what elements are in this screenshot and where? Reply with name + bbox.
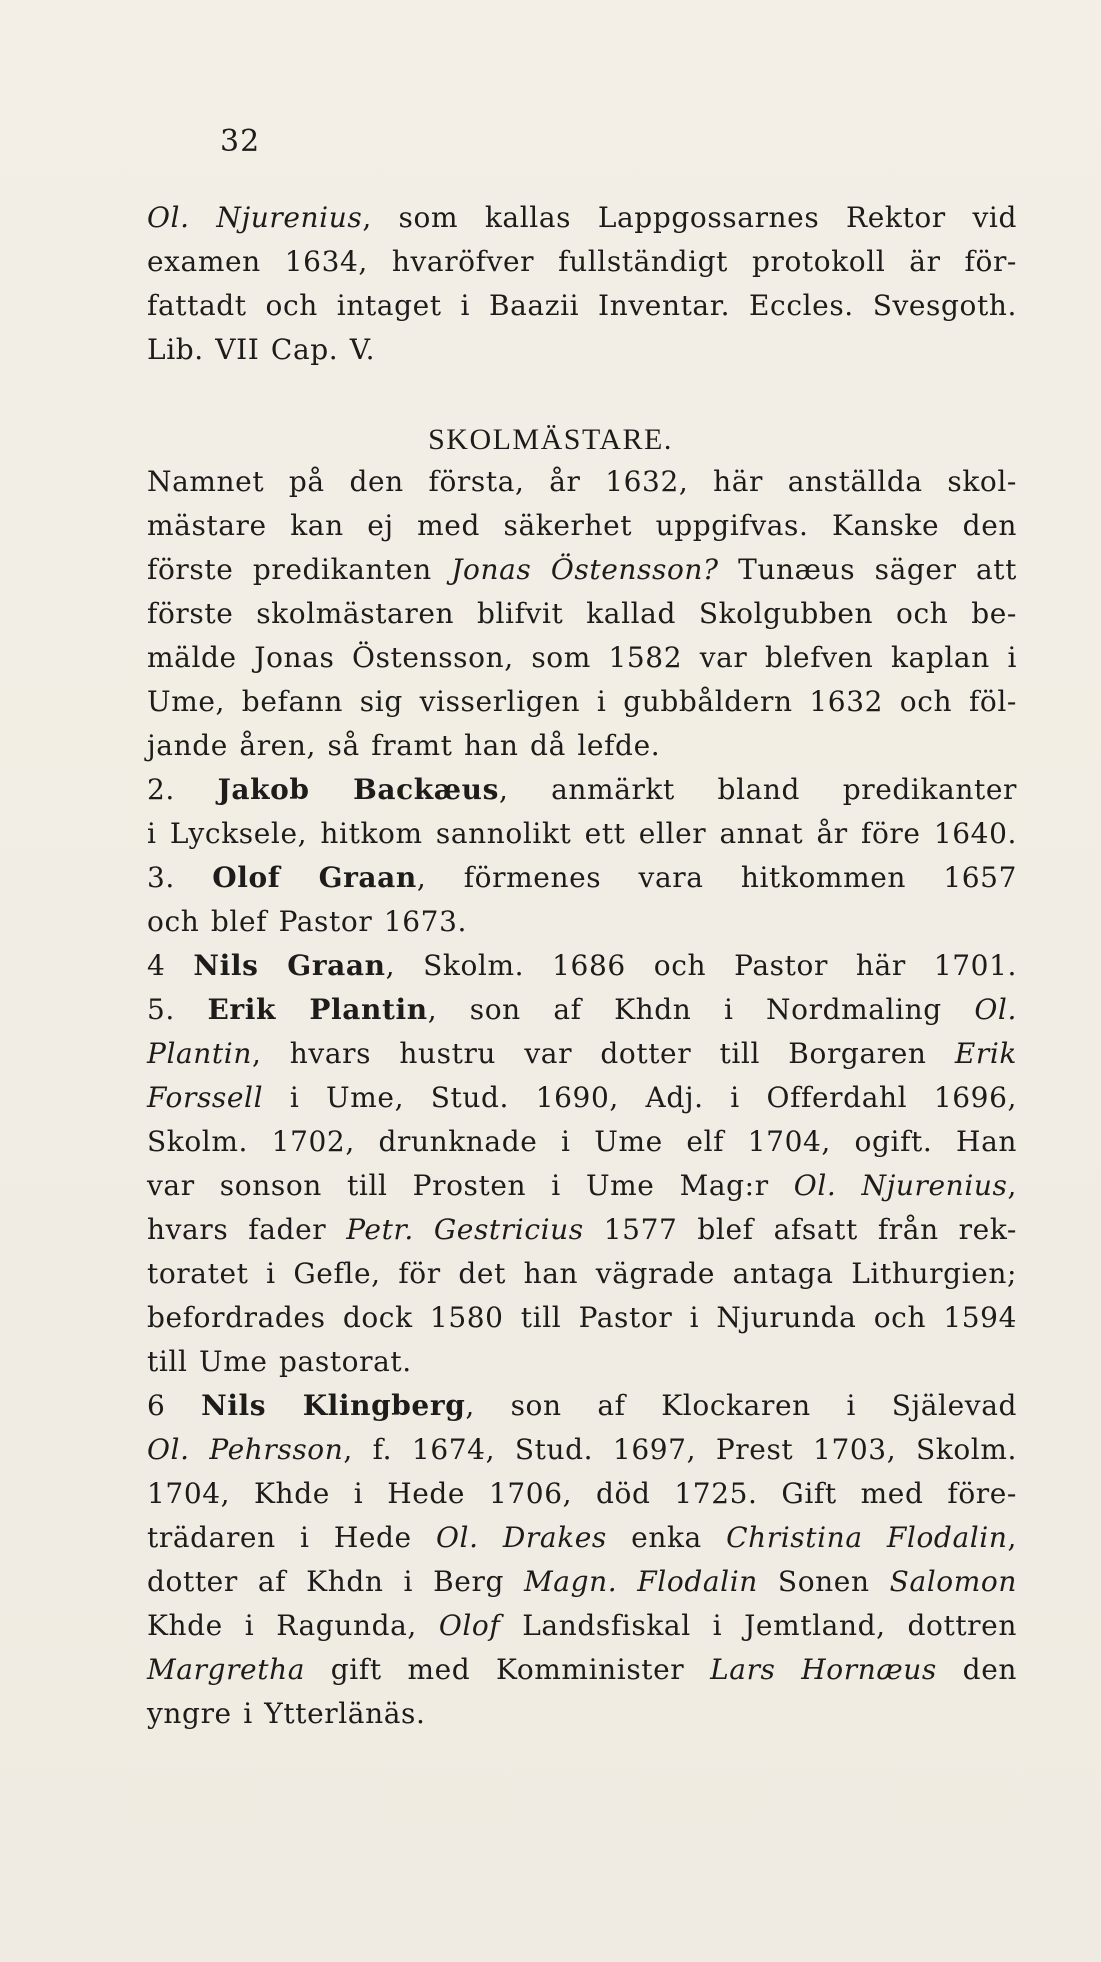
text-run: 3. bbox=[147, 861, 213, 894]
text-run: gift med Komminister bbox=[305, 1653, 711, 1686]
text-run: mälde Jonas Östensson, som 1582 var blefven kaplan i bbox=[147, 641, 1017, 674]
italic-text: Erik bbox=[954, 1037, 1017, 1070]
text-line bbox=[147, 1120, 1017, 1164]
text-line bbox=[147, 1032, 1017, 1076]
text-line bbox=[147, 240, 1017, 284]
bold-name: Erik Plantin bbox=[207, 993, 428, 1026]
text-run: Lib. VII Cap. V. bbox=[147, 333, 376, 366]
page-number: 32 bbox=[220, 124, 261, 159]
italic-text: Lars Hornæus bbox=[710, 1653, 937, 1686]
text-line bbox=[147, 1076, 1017, 1120]
text-line bbox=[147, 1692, 1017, 1736]
text-run: enka bbox=[606, 1521, 727, 1554]
text-run: mästare kan ej med säkerhet uppgifvas. Kanske den bbox=[147, 509, 1017, 542]
text-run: , hvars hustru var dotter till Borgaren bbox=[251, 1037, 955, 1070]
text-run: dotter af Khdn i Berg bbox=[147, 1565, 525, 1598]
text-line bbox=[147, 724, 1017, 768]
text-run: 6 bbox=[147, 1389, 202, 1422]
text-run: trädaren i Hede bbox=[147, 1521, 436, 1554]
text-run: och blef Pastor 1673. bbox=[147, 905, 467, 938]
text-run: , anmärkt bland predikanter bbox=[498, 773, 1017, 806]
text-line bbox=[147, 944, 1017, 988]
text-line bbox=[147, 1252, 1017, 1296]
text-line bbox=[147, 592, 1017, 636]
text-run: 1577 blef afsatt från rek- bbox=[583, 1213, 1017, 1246]
text-run: 4 bbox=[147, 949, 194, 982]
text-line bbox=[147, 284, 1017, 328]
text-run: toratet i Gefle, för det han vägrade antaga Lithurgien; bbox=[147, 1257, 1017, 1290]
opening-paragraph bbox=[147, 196, 1017, 372]
text-line bbox=[147, 548, 1017, 592]
text-line bbox=[147, 1164, 1017, 1208]
bold-name: Nils Klingberg bbox=[201, 1389, 466, 1422]
italic-text: Christina Flodalin bbox=[726, 1521, 1008, 1554]
italic-text: Petr. Gestricius bbox=[346, 1213, 584, 1246]
italic-text: Forssell bbox=[147, 1081, 264, 1114]
text-run: , Skolm. 1686 och Pastor här 1701. bbox=[385, 949, 1018, 982]
text-run: jande åren, så framt han då lefde. bbox=[147, 729, 661, 762]
text-line bbox=[147, 856, 1017, 900]
text-line bbox=[147, 196, 1017, 240]
section-heading: SKOLMÄSTARE. bbox=[428, 423, 673, 456]
text-line bbox=[147, 680, 1017, 724]
bold-name: Olof Graan bbox=[212, 861, 417, 894]
text-run: förste predikanten bbox=[147, 553, 452, 586]
italic-text: Olof bbox=[438, 1609, 501, 1642]
italic-text: Ol. Njurenius bbox=[793, 1169, 1008, 1202]
italic-text: Plantin bbox=[147, 1037, 252, 1070]
text-run: 1704, Khde i Hede 1706, död 1725. Gift med före- bbox=[147, 1477, 1017, 1510]
text-run: , son af Khdn i Nordmaling bbox=[427, 993, 975, 1026]
italic-text: Ol. Pehrsson bbox=[147, 1433, 344, 1466]
text-line bbox=[147, 1296, 1017, 1340]
text-line bbox=[147, 1428, 1017, 1472]
text-line bbox=[147, 900, 1017, 944]
text-run: , som kallas Lappgossarnes Rektor vid bbox=[362, 201, 1017, 234]
italic-text: Salomon bbox=[889, 1565, 1017, 1598]
text-line bbox=[147, 988, 1017, 1032]
text-run: Tunæus säger att bbox=[718, 553, 1017, 586]
text-line bbox=[147, 1604, 1017, 1648]
text-line bbox=[147, 768, 1017, 812]
text-run: den bbox=[936, 1653, 1017, 1686]
text-line bbox=[147, 1340, 1017, 1384]
bold-name: Jakob Backæus bbox=[217, 773, 499, 806]
italic-text: Ol. bbox=[974, 993, 1017, 1026]
text-run: i Ume, Stud. 1690, Adj. i Offerdahl 1696, bbox=[263, 1081, 1017, 1114]
text-run: fattadt och intaget i Baazii Inventar. Eccles. Svesgoth. bbox=[147, 289, 1017, 322]
text-run: Skolm. 1702, drunknade i Ume elf 1704, ogift. Han bbox=[147, 1125, 1017, 1158]
text-line bbox=[147, 1648, 1017, 1692]
text-line bbox=[147, 1560, 1017, 1604]
text-run: , bbox=[1007, 1169, 1017, 1202]
text-run: hvars fader bbox=[147, 1213, 347, 1246]
italic-text: Ol. Njurenius bbox=[147, 201, 363, 234]
italic-text: Ol. Drakes bbox=[435, 1521, 607, 1554]
text-run: yngre i Ytterlänäs. bbox=[147, 1697, 426, 1730]
text-run: Landsfiskal i Jemtland, dottren bbox=[500, 1609, 1017, 1642]
text-run: , bbox=[1007, 1521, 1017, 1554]
text-run: till Ume pastorat. bbox=[147, 1345, 412, 1378]
text-line bbox=[147, 1516, 1017, 1560]
text-line bbox=[147, 504, 1017, 548]
skolmastare-section bbox=[147, 460, 1017, 1736]
text-run: examen 1634, hvaröfver fullständigt protokoll är för- bbox=[147, 245, 1017, 278]
text-line bbox=[147, 1384, 1017, 1428]
text-run: , förmenes vara hitkommen 1657 bbox=[416, 861, 1018, 894]
italic-text: Magn. Flodalin bbox=[524, 1565, 758, 1598]
text-run: i Lycksele, hitkom sannolikt ett eller annat år före 1640. bbox=[147, 817, 1017, 850]
text-run: 2. bbox=[147, 773, 218, 806]
italic-text: Jonas Östensson? bbox=[451, 553, 719, 586]
text-run: Khde i Ragunda, bbox=[147, 1609, 439, 1642]
text-run: , f. 1674, Stud. 1697, Prest 1703, Skolm. bbox=[343, 1433, 1017, 1466]
italic-text: Margretha bbox=[147, 1653, 306, 1686]
text-run: Ume, befann sig visserligen i gubbåldern 1632 och föl- bbox=[147, 685, 1017, 718]
text-line bbox=[147, 812, 1017, 856]
text-line bbox=[147, 328, 1017, 372]
text-run: var sonson till Prosten i Ume Mag:r bbox=[147, 1169, 794, 1202]
text-run: förste skolmästaren blifvit kallad Skolgubben och be- bbox=[147, 597, 1017, 630]
text-run: Sonen bbox=[757, 1565, 890, 1598]
text-line bbox=[147, 1208, 1017, 1252]
text-run: 5. bbox=[147, 993, 208, 1026]
text-run: , son af Klockaren i Själevad bbox=[465, 1389, 1018, 1422]
bold-name: Nils Graan bbox=[193, 949, 386, 982]
text-run: befordrades dock 1580 till Pastor i Njurunda och 1594 bbox=[147, 1301, 1017, 1334]
text-line bbox=[147, 1472, 1017, 1516]
text-line bbox=[147, 636, 1017, 680]
text-line bbox=[147, 460, 1017, 504]
text-run: Namnet på den första, år 1632, här anställda skol- bbox=[147, 465, 1017, 498]
